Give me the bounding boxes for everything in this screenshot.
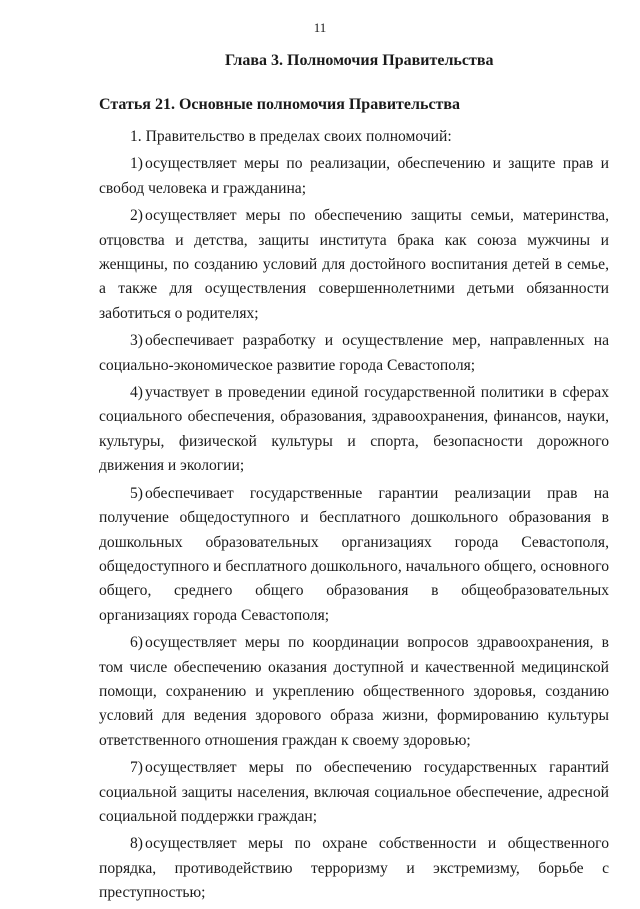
item-number: 5): [130, 484, 143, 502]
chapter-title: Глава 3. Полномочия Правительства: [225, 52, 494, 69]
list-item: [99, 631, 609, 753]
item-text: осуществляет меры по координации вопросов здравоохранения, в том числе обеспечению оказания доступной и качественной медицинской помощи, сохранению и укреплению общественного здоровья, созданию условий для ведения здорового образа жизни, формированию культуры ответственного отношения граждан к своему здоровью;: [99, 634, 609, 749]
item-text: осуществляет меры по обеспечению защиты семьи, материнства, отцовства и детства, защиты института брака как союза мужчины и женщины, по созданию условий для достойного воспитания детей в семье, а также для осуществления совершеннолетними детьми обязанности заботиться о родителях;: [99, 207, 609, 322]
list-item: [99, 204, 609, 326]
list-item: [99, 832, 609, 905]
item-number: 1): [130, 155, 143, 173]
intro-paragraph: 1. Правительство в пределах своих полномочий:: [130, 128, 452, 145]
item-number: 2): [130, 207, 143, 225]
item-text: обеспечивает государственные гарантии реализации прав на получение общедоступного и бесплатного дошкольного образования в дошкольных образовательных организациях города Севастополя, общедоступного и бесплатного дошкольного, начального общего, основного общего, среднего общего образования в общеобразовательных организациях города Севастополя;: [99, 484, 609, 624]
item-number: 3): [130, 332, 143, 350]
list-item: [99, 756, 609, 829]
list-item: [99, 482, 609, 628]
list-item: [99, 152, 609, 201]
item-text: обеспечивает разработку и осуществление мер, направленных на социально-экономическое развитие города Севастополя;: [99, 332, 609, 374]
item-number: 7): [130, 759, 143, 777]
item-text: участвует в проведении единой государственной политики в сферах социального обеспечения, образования, здравоохранения, финансов, науки, культуры, физической культуры и спорта, безопасности дорожного движения и экологии;: [99, 384, 609, 475]
list-item: [99, 381, 609, 479]
item-number: 6): [130, 634, 143, 652]
item-number: 8): [130, 835, 143, 853]
page-number: 11: [313, 20, 327, 35]
item-number: 4): [130, 384, 143, 402]
item-text: осуществляет меры по обеспечению государственных гарантий социальной защиты населения, включая социальное обеспечение, адресной социальной поддержки граждан;: [99, 759, 609, 825]
article-title: Статья 21. Основные полномочия Правительства: [99, 96, 461, 113]
item-text: осуществляет меры по реализации, обеспечению и защите прав и свобод человека и гражданина;: [99, 155, 609, 197]
article-body: [99, 125, 609, 909]
item-text: осуществляет меры по охране собственности и общественного порядка, противодействию терроризму и экстремизму, борьбе с преступностью;: [99, 835, 609, 902]
list-item: [99, 329, 609, 378]
